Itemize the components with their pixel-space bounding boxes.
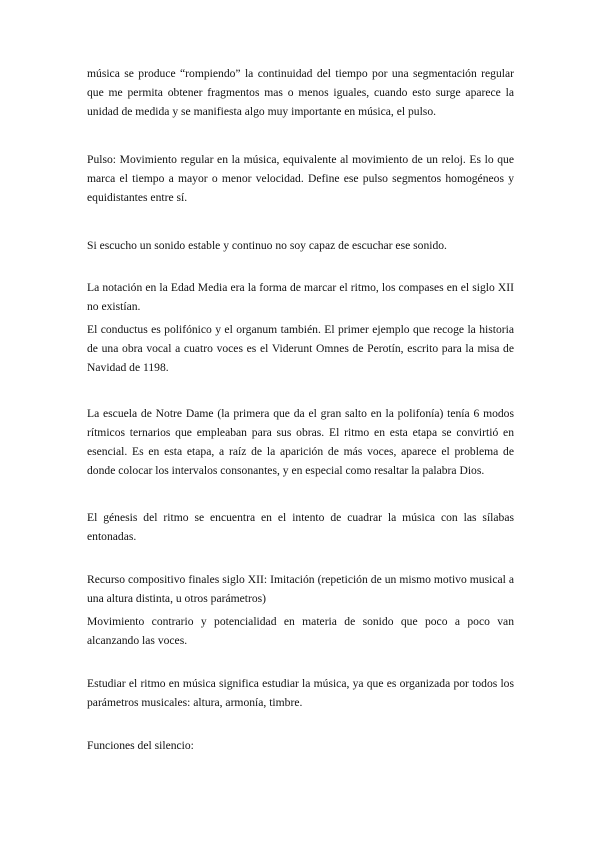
paragraph-rhythm-genesis: El génesis del ritmo se encuentra en el intento de cuadrar la música con las sílabas entonadas. — [87, 511, 514, 543]
paragraph-notre-dame: La escuela de Notre Dame (la primera que da el gran salto en la polifonía) tenía 6 modos rítmicos ternarios que empleaban para sus obras. El ritmo en esta etapa se convirtió en esencial. Es en esta etapa, a raíz de la aparición de más voces, aparece el problema de donde colocar los intervalos consonantes, y en especial como resaltar la palabra Dios. — [87, 407, 514, 477]
paragraph-study-rhythm: Estudiar el ritmo en música significa estudiar la música, ya que es organizada por todos los parámetros musicales: altura, armonía, timbre. — [87, 677, 514, 709]
paragraph-imitation: Recurso compositivo finales siglo XII: Imitación (repetición de un mismo motivo musical a una altura distinta, u otros parámetros) — [87, 573, 514, 605]
paragraph-medieval-notation: La notación en la Edad Media era la forma de marcar el ritmo, los compases en el siglo XII no existían. — [87, 281, 514, 313]
paragraph-pulse-definition: Pulso: Movimiento regular en la música, equivalente al movimiento de un reloj. Es lo que marca el tiempo a mayor o menor velocidad. Define ese pulso segmentos homogéneos y equidistantes entre sí. — [87, 153, 514, 204]
paragraph-silence-functions: Funciones del silencio: — [87, 739, 194, 752]
paragraph-stable-sound: Si escucho un sonido estable y continuo no soy capaz de escuchar ese sonido. — [87, 239, 447, 252]
paragraph-contrary-motion: Movimiento contrario y potencialidad en materia de sonido que poco a poco van alcanzando las voces. — [87, 615, 514, 647]
paragraph-conductus: El conductus es polifónico y el organum también. El primer ejemplo que recoge la historia de una obra vocal a cuatro voces es el Viderunt Omnes de Perotín, escrito para la misa de Navidad de 1198. — [87, 323, 514, 374]
paragraph-pulse-intro: música se produce “rompiendo” la continuidad del tiempo por una segmentación regular que me permita obtener fragmentos mas o menos iguales, cuando esto surge aparece la unidad de medida y se manifiesta algo muy importante en música, el pulso. — [87, 67, 514, 118]
